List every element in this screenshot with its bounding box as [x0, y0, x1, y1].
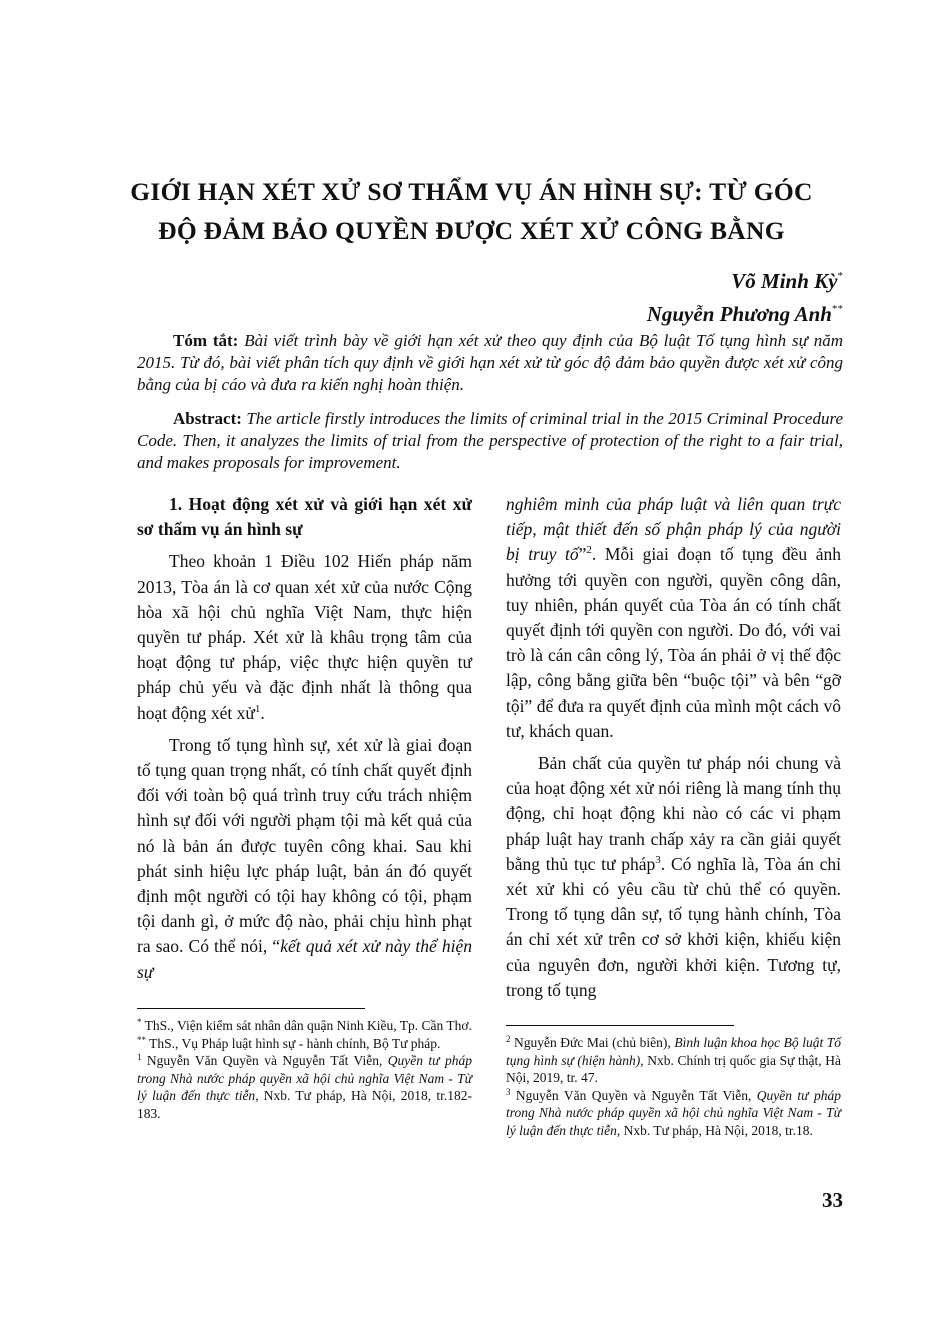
summary-en-label: Abstract: — [173, 409, 242, 428]
fn-a-mark: * — [137, 1017, 142, 1027]
fn-2-post: , Nxb. Chính trị quốc gia Sự thật, Hà Nội, 2019, tr. 47. — [506, 1052, 841, 1085]
right-p2-rest: . Có nghĩa là, Tòa án chỉ xét xử khi có yêu cầu từ chủ thể có quyền. Trong tố tụng dân sự, tố tụng hành chính, Tòa án chỉ xét xử trên cơ sở khởi kiện, khiếu kiện của nguyên đơn, người khởi kiện. Tương tự, trong tố tụng — [506, 853, 842, 1000]
article-title — [100, 172, 843, 250]
author-list — [647, 262, 843, 328]
right-p1-text: . Mỗi giai đoạn tố tụng đều ảnh hưởng tới quyền con người, quyền công dân, tuy nhiên, phán quyết của Tòa án có tính chất quyết định tới quyền con người. Do đó, với vai trò là cán cân công lý, Tòa án phải ở vị thế độc lập, công bằng giữa bên “buộc tội” và bên “gỡ tội” để đưa ra quyết định của mình một cách vô tư, khách quan. — [506, 544, 841, 741]
summary-en-text: The article firstly introduces the limits of criminal trial in the 2015 Criminal Procedure Code. Then, it analyzes the limits of trial from the perspective of protection of the right to a fair trial, and makes proposals for improvement. — [137, 409, 843, 472]
author-2-mark: ** — [832, 303, 843, 315]
left-p1-end: . — [260, 702, 265, 723]
right-p2-text: Bản chất của quyền tư pháp nói chung và của hoạt động xét xử nói riêng là mang tính thụ động, chỉ hoạt động khi nào có các vi phạm pháp luật hay tranh chấp xảy ra cần giải quyết bằng thủ tục tư pháp — [506, 753, 841, 874]
footnote-2 — [506, 1034, 841, 1087]
author-1 — [647, 262, 843, 295]
footnote-ref-2[interactable]: 2 — [586, 544, 592, 557]
author-2 — [647, 295, 843, 328]
left-paragraph-1 — [137, 549, 472, 725]
footnote-author-1 — [137, 1017, 472, 1035]
right-paragraph-1 — [506, 492, 841, 744]
footnote-author-2 — [137, 1035, 472, 1053]
left-column — [137, 492, 472, 992]
right-column — [506, 492, 841, 1010]
fn-2-title: Bình luận khoa học Bộ luật Tố tụng hình sự (hiện hành) — [506, 1035, 841, 1068]
author-1-name: Võ Minh Kỳ — [731, 269, 838, 293]
summary-vietnamese — [137, 330, 843, 396]
left-paragraph-2 — [137, 733, 472, 985]
right-p1-quote: nghiêm minh của pháp luật và liên quan trực tiếp, mật thiết đến số phận pháp lý của người bị truy tố — [506, 494, 841, 565]
fn-1-title: Quyền tư pháp trong Nhà nước pháp quyền xã hội chủ nghĩa Việt Nam - Từ lý luận đến thực tiễn — [137, 1053, 472, 1103]
footnote-ref-3[interactable]: 3 — [655, 853, 661, 866]
fn-3-pre: Nguyễn Văn Quyền và Nguyễn Tất Viễn, — [510, 1087, 757, 1103]
left-p2-quote: kết quả xét xử này thể hiện sự — [137, 936, 473, 982]
right-p1-quote-end: ” — [578, 544, 587, 565]
right-paragraph-2 — [506, 751, 841, 1003]
fn-2-pre: Nguyễn Đức Mai (chủ biên), — [510, 1035, 675, 1050]
fn-1-pre: Nguyễn Văn Quyền và Nguyễn Tất Viễn, — [141, 1053, 388, 1068]
section-heading: 1. Hoạt động xét xử và giới hạn xét xử sơ thẩm vụ án hình sự — [137, 494, 472, 540]
page-number: 33 — [822, 1188, 843, 1212]
fn-3-post: , Nxb. Tư pháp, Hà Nội, 2018, tr.18. — [616, 1122, 813, 1138]
fn-a-text: ThS., Viện kiểm sát nhân dân quận Ninh Kiều, Tp. Cần Thơ. — [141, 1018, 472, 1033]
left-p1-text: Theo khoản 1 Điều 102 Hiến pháp năm 2013, Tòa án là cơ quan xét xử của nước Cộng hòa xã hội chủ nghĩa Việt Nam, thực hiện quyền tư pháp. Xét xử là khâu trọng tâm của hoạt động tư pháp, việc thực hiện quyền tư pháp chủ yếu và đặc định nhất là thông qua hoạt động xét xử — [137, 551, 472, 723]
fn-3-mark: 3 — [506, 1086, 511, 1097]
summary-english — [137, 408, 843, 474]
footnote-3 — [506, 1087, 841, 1140]
author-1-mark: * — [837, 270, 843, 282]
fn-1-mark: 1 — [137, 1052, 142, 1062]
footnotes-right — [506, 1034, 841, 1139]
fn-3-title: Quyền tư pháp trong Nhà nước pháp quyền xã hội chủ nghĩa Việt Nam - Từ lý luận đến thực tiễn — [506, 1087, 841, 1138]
footnote-divider-right — [506, 1025, 734, 1026]
left-p2-text: Trong tố tụng hình sự, xét xử là giai đoạn tố tụng quan trọng nhất, có tính chất quyết định đối với toàn bộ quá trình truy cứu trách nhiệm hình sự đối với người phạm tội mà kết quả của nó là bản án được tuyên công khai. Sau khi phát sinh hiệu lực pháp luật, bản án đó quyết định một người có tội hay không có tội, phạm tội danh gì, ở mức độ nào, phải chịu hình phạt ra sao. Có thể nói, “ — [137, 734, 472, 957]
fn-1-post: , Nxb. Tư pháp, Hà Nội, 2018, tr.182-183. — [137, 1088, 472, 1121]
footnote-divider-left — [137, 1008, 365, 1009]
summary-vi-label: Tóm tắt: — [173, 331, 239, 350]
footnotes-left — [137, 1017, 472, 1122]
footnote-ref-1[interactable]: 1 — [254, 702, 261, 715]
footnote-1 — [137, 1052, 472, 1122]
title-line-1: GIỚI HẠN XÉT XỬ SƠ THẨM VỤ ÁN HÌNH SỰ: TỪ GÓC — [130, 177, 813, 206]
fn-2-mark: 2 — [506, 1034, 511, 1044]
fn-b-mark: ** — [137, 1034, 146, 1045]
fn-b-text: ThS., Vụ Pháp luật hình sự - hành chính, Bộ Tư pháp. — [146, 1035, 441, 1051]
summary-vi-text: Bài viết trình bày về giới hạn xét xử theo quy định của Bộ luật Tố tụng hình sự năm 2015. Từ đó, bài viết phân tích quy định về giới hạn xét xử từ góc độ đảm bảo quyền được xét xử công bằng của bị cáo và đưa ra kiến nghị hoàn thiện. — [137, 331, 843, 394]
author-2-name: Nguyễn Phương Anh — [646, 302, 832, 326]
title-line-2: ĐỘ ĐẢM BẢO QUYỀN ĐƯỢC XÉT XỬ CÔNG BẰNG — [158, 216, 785, 245]
